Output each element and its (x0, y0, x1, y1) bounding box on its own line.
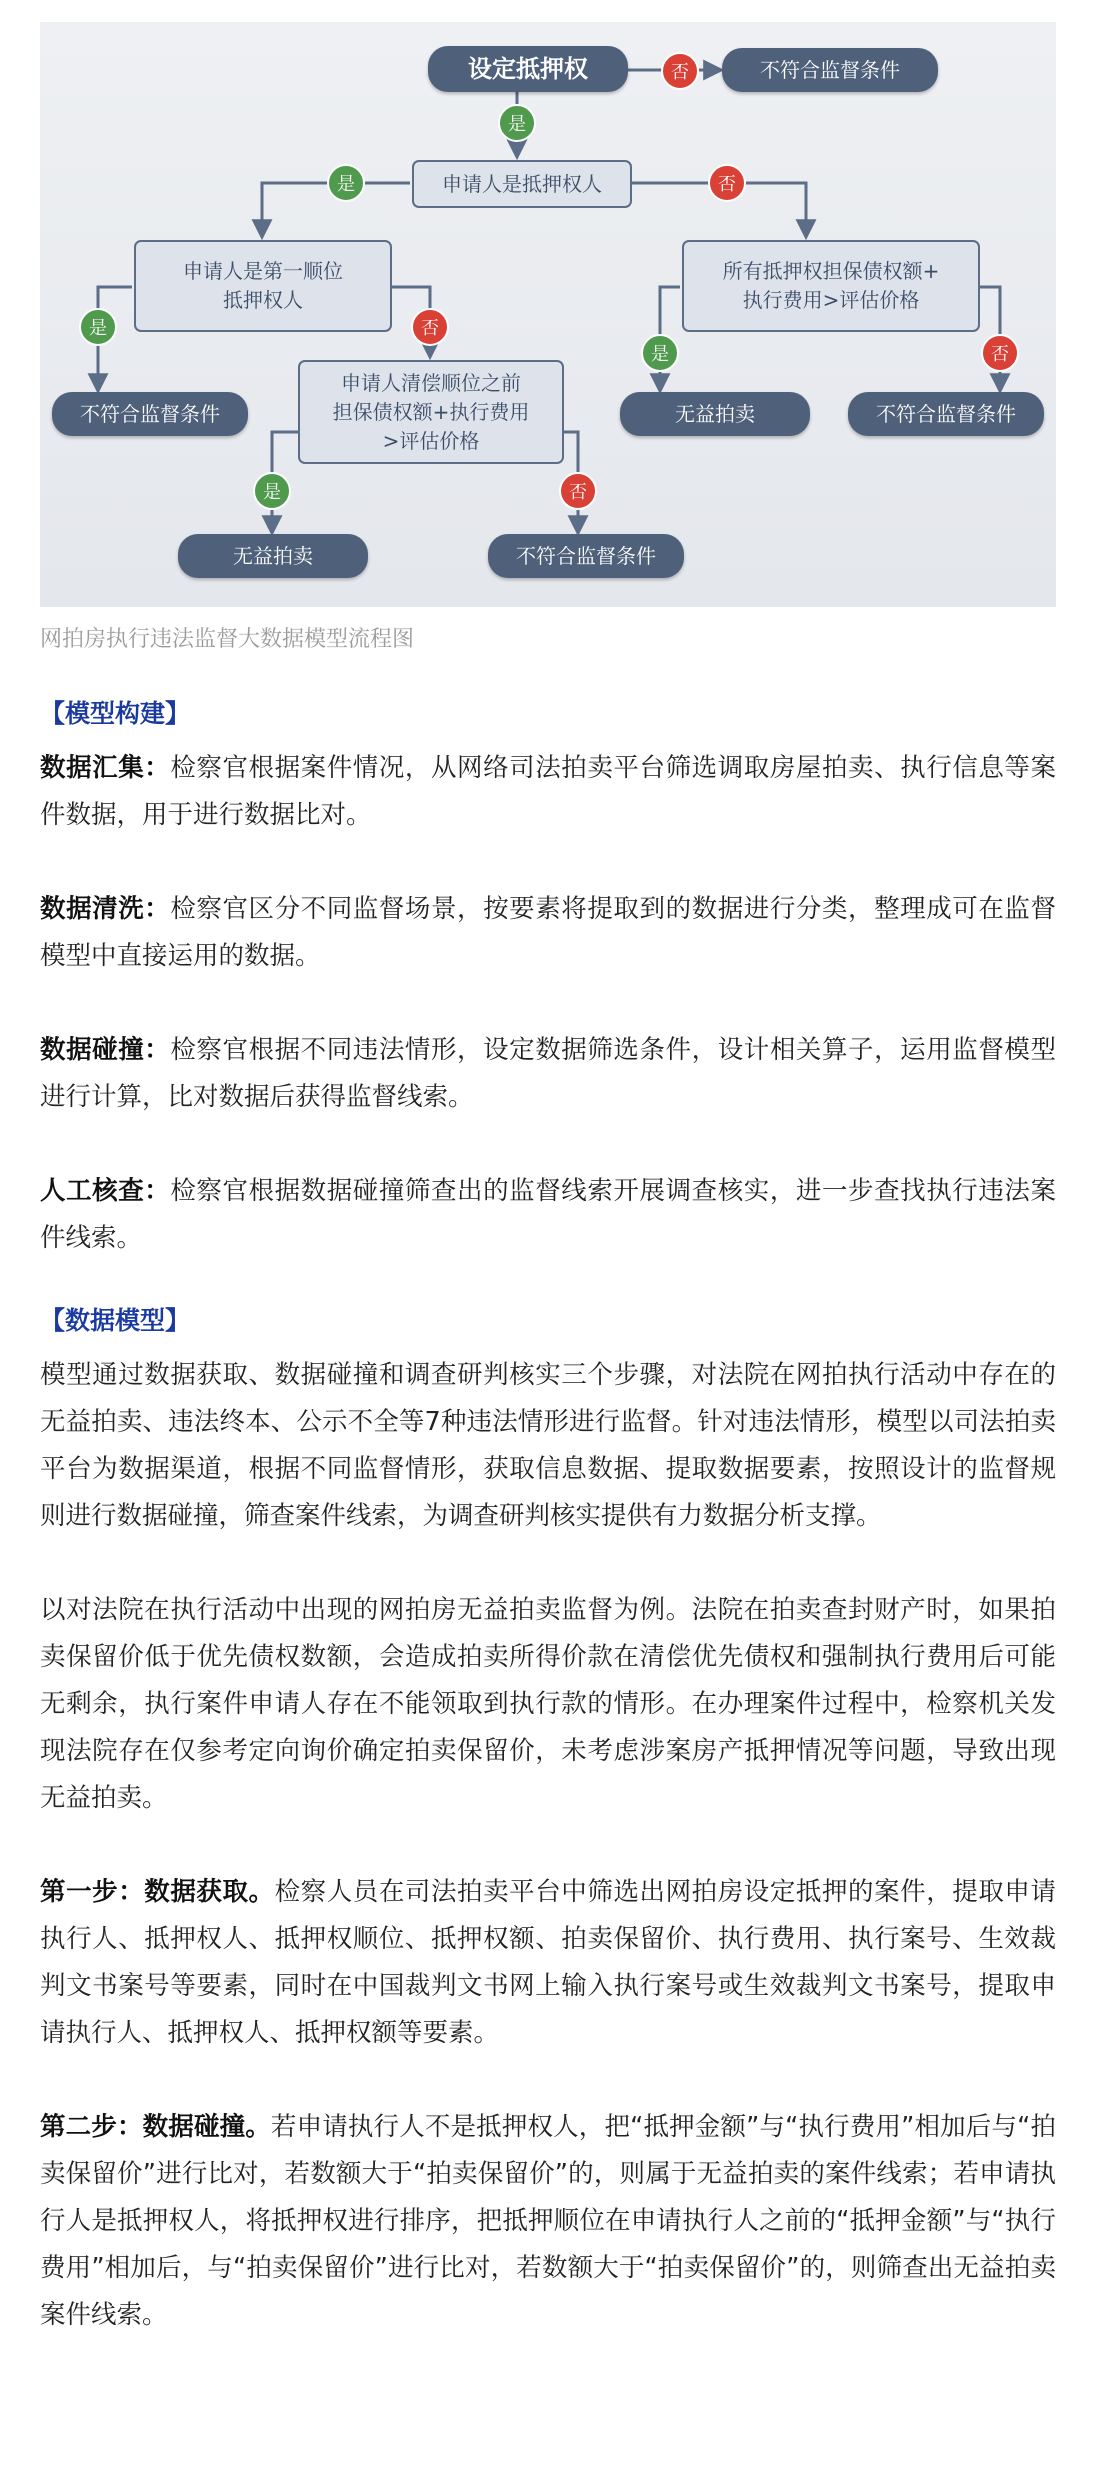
badge-no-mortgagee: 否 (708, 164, 746, 202)
paragraph-lead: 第二步：数据碰撞。 (40, 2112, 271, 2142)
paragraph-lead: 数据碰撞： (40, 1035, 171, 1065)
paragraph-text: 模型通过数据获取、数据碰撞和调查研判核实三个步骤，对法院在网拍执行活动中存在的无益拍卖、违法终本、公示不全等7种违法情形进行监督。针对违法情形，模型以司法拍卖平台为数据渠道，根据不同监督情形，获取信息数据、提取数据要素，按照设计的监督规则进行数据碰撞，筛查案件线索，为调查研判核实提供有力数据分析支撑。 (40, 1360, 1056, 1531)
node-all-mortgage-sum (682, 240, 980, 332)
badge-no-start: 否 (661, 52, 699, 90)
badge-yes-start: 是 (498, 104, 536, 142)
section-heading-data-model: 【数据模型】 (40, 1306, 191, 1335)
node-futile-auction-bottom: 无益拍卖 (178, 534, 368, 578)
paragraph-step-one (40, 1869, 1056, 2057)
badge-no-first-order: 否 (411, 308, 449, 346)
node-first-order-mortgagee (134, 240, 392, 332)
node-prior-order-sum-text: 申请人清偿顺位之前 担保债权额+执行费用 >评估价格 (332, 370, 530, 453)
article (40, 22, 1056, 2365)
paragraph-data-collision (40, 1027, 1056, 1121)
node-first-order-mortgagee-text: 申请人是第一顺位 抵押权人 (183, 259, 343, 312)
figure-caption: 网拍房执行违法监督大数据模型流程图 (40, 627, 415, 652)
node-all-mortgage-sum-text: 所有抵押权担保债权额+ 执行费用>评估价格 (722, 259, 940, 312)
paragraph-data-cleaning (40, 886, 1056, 980)
paragraph-data-collection (40, 745, 1056, 839)
node-applicant-is-mortgagee (412, 160, 632, 208)
node-not-eligible-top: 不符合监督条件 (722, 48, 938, 92)
paragraph-text: 以对法院在执行活动中出现的网拍房无益拍卖监督为例。法院在拍卖查封财产时，如果拍卖保留价低于优先债权数额，会造成拍卖所得价款在清偿优先债权和强制执行费用后可能无剩余，执行案件申请人存在不能领取到执行款的情形。在办理案件过程中，检察机关发现法院存在仅参考定向询价确定拍卖保留价，未考虑涉案房产抵押情况等问题，导致出现无益拍卖。 (40, 1595, 1056, 1813)
paragraph-text: 检察官根据数据碰撞筛查出的监督线索开展调查核实，进一步查找执行违法案件线索。 (40, 1176, 1056, 1253)
paragraph-lead: 人工核查： (40, 1176, 171, 1206)
paragraph-text: 检察官区分不同监督场景，按要素将提取到的数据进行分类，整理成可在监督模型中直接运用的数据。 (40, 894, 1056, 971)
flowchart-figure (40, 22, 1056, 607)
paragraph-lead: 数据汇集： (40, 753, 171, 783)
badge-yes-mortgagee: 是 (327, 164, 365, 202)
paragraph-text: 检察官根据不同违法情形，设定数据筛选条件，设计相关算子，运用监督模型进行计算，比对数据后获得监督线索。 (40, 1035, 1056, 1112)
node-not-eligible-right: 不符合监督条件 (848, 392, 1044, 436)
paragraph-model-overview (40, 1352, 1056, 1540)
node-not-eligible-left: 不符合监督条件 (52, 392, 248, 436)
paragraph-text: 若申请执行人不是抵押权人，把“抵押金额”与“执行费用”相加后与“拍卖保留价”进行比对，若数额大于“拍卖保留价”的，则属于无益拍卖的案件线索；若申请执行人是抵押权人，将抵押权进行排序，把抵押顺位在申请执行人之前的“抵押金额”与“执行费用”相加后，与“拍卖保留价”进行比对，若数额大于“拍卖保留价”的，则筛查出无益拍卖案件线索。 (40, 2112, 1056, 2330)
paragraph-text: 检察官根据案件情况，从网络司法拍卖平台筛选调取房屋拍卖、执行信息等案件数据，用于进行数据比对。 (40, 753, 1056, 830)
badge-yes-prior-order: 是 (253, 472, 291, 510)
paragraph-manual-review (40, 1168, 1056, 1262)
paragraph-lead: 第一步：数据获取。 (40, 1877, 275, 1907)
paragraph-example (40, 1587, 1056, 1822)
section-heading-model-build: 【模型构建】 (40, 699, 191, 728)
paragraph-lead: 数据清洗： (40, 894, 171, 924)
node-not-eligible-bottom: 不符合监督条件 (488, 534, 684, 578)
badge-yes-all-mortgage: 是 (641, 334, 679, 372)
badge-no-all-mortgage: 否 (981, 334, 1019, 372)
paragraph-step-two (40, 2104, 1056, 2339)
paragraph-text: 检察人员在司法拍卖平台中筛选出网拍房设定抵押的案件，提取申请执行人、抵押权人、抵押权顺位、抵押权额、拍卖保留价、执行费用、执行案号、生效裁判文书案号等要素，同时在中国裁判文书网上输入执行案号或生效裁判文书案号，提取申请执行人、抵押权人、抵押权额等要素。 (40, 1877, 1056, 2048)
node-futile-auction-right: 无益拍卖 (620, 392, 810, 436)
badge-no-prior-order: 否 (559, 472, 597, 510)
node-set-mortgage: 设定抵押权 (428, 46, 628, 92)
badge-yes-first-order: 是 (79, 308, 117, 346)
node-applicant-is-mortgagee-text: 申请人是抵押权人 (442, 171, 602, 196)
node-prior-order-sum (298, 360, 564, 464)
